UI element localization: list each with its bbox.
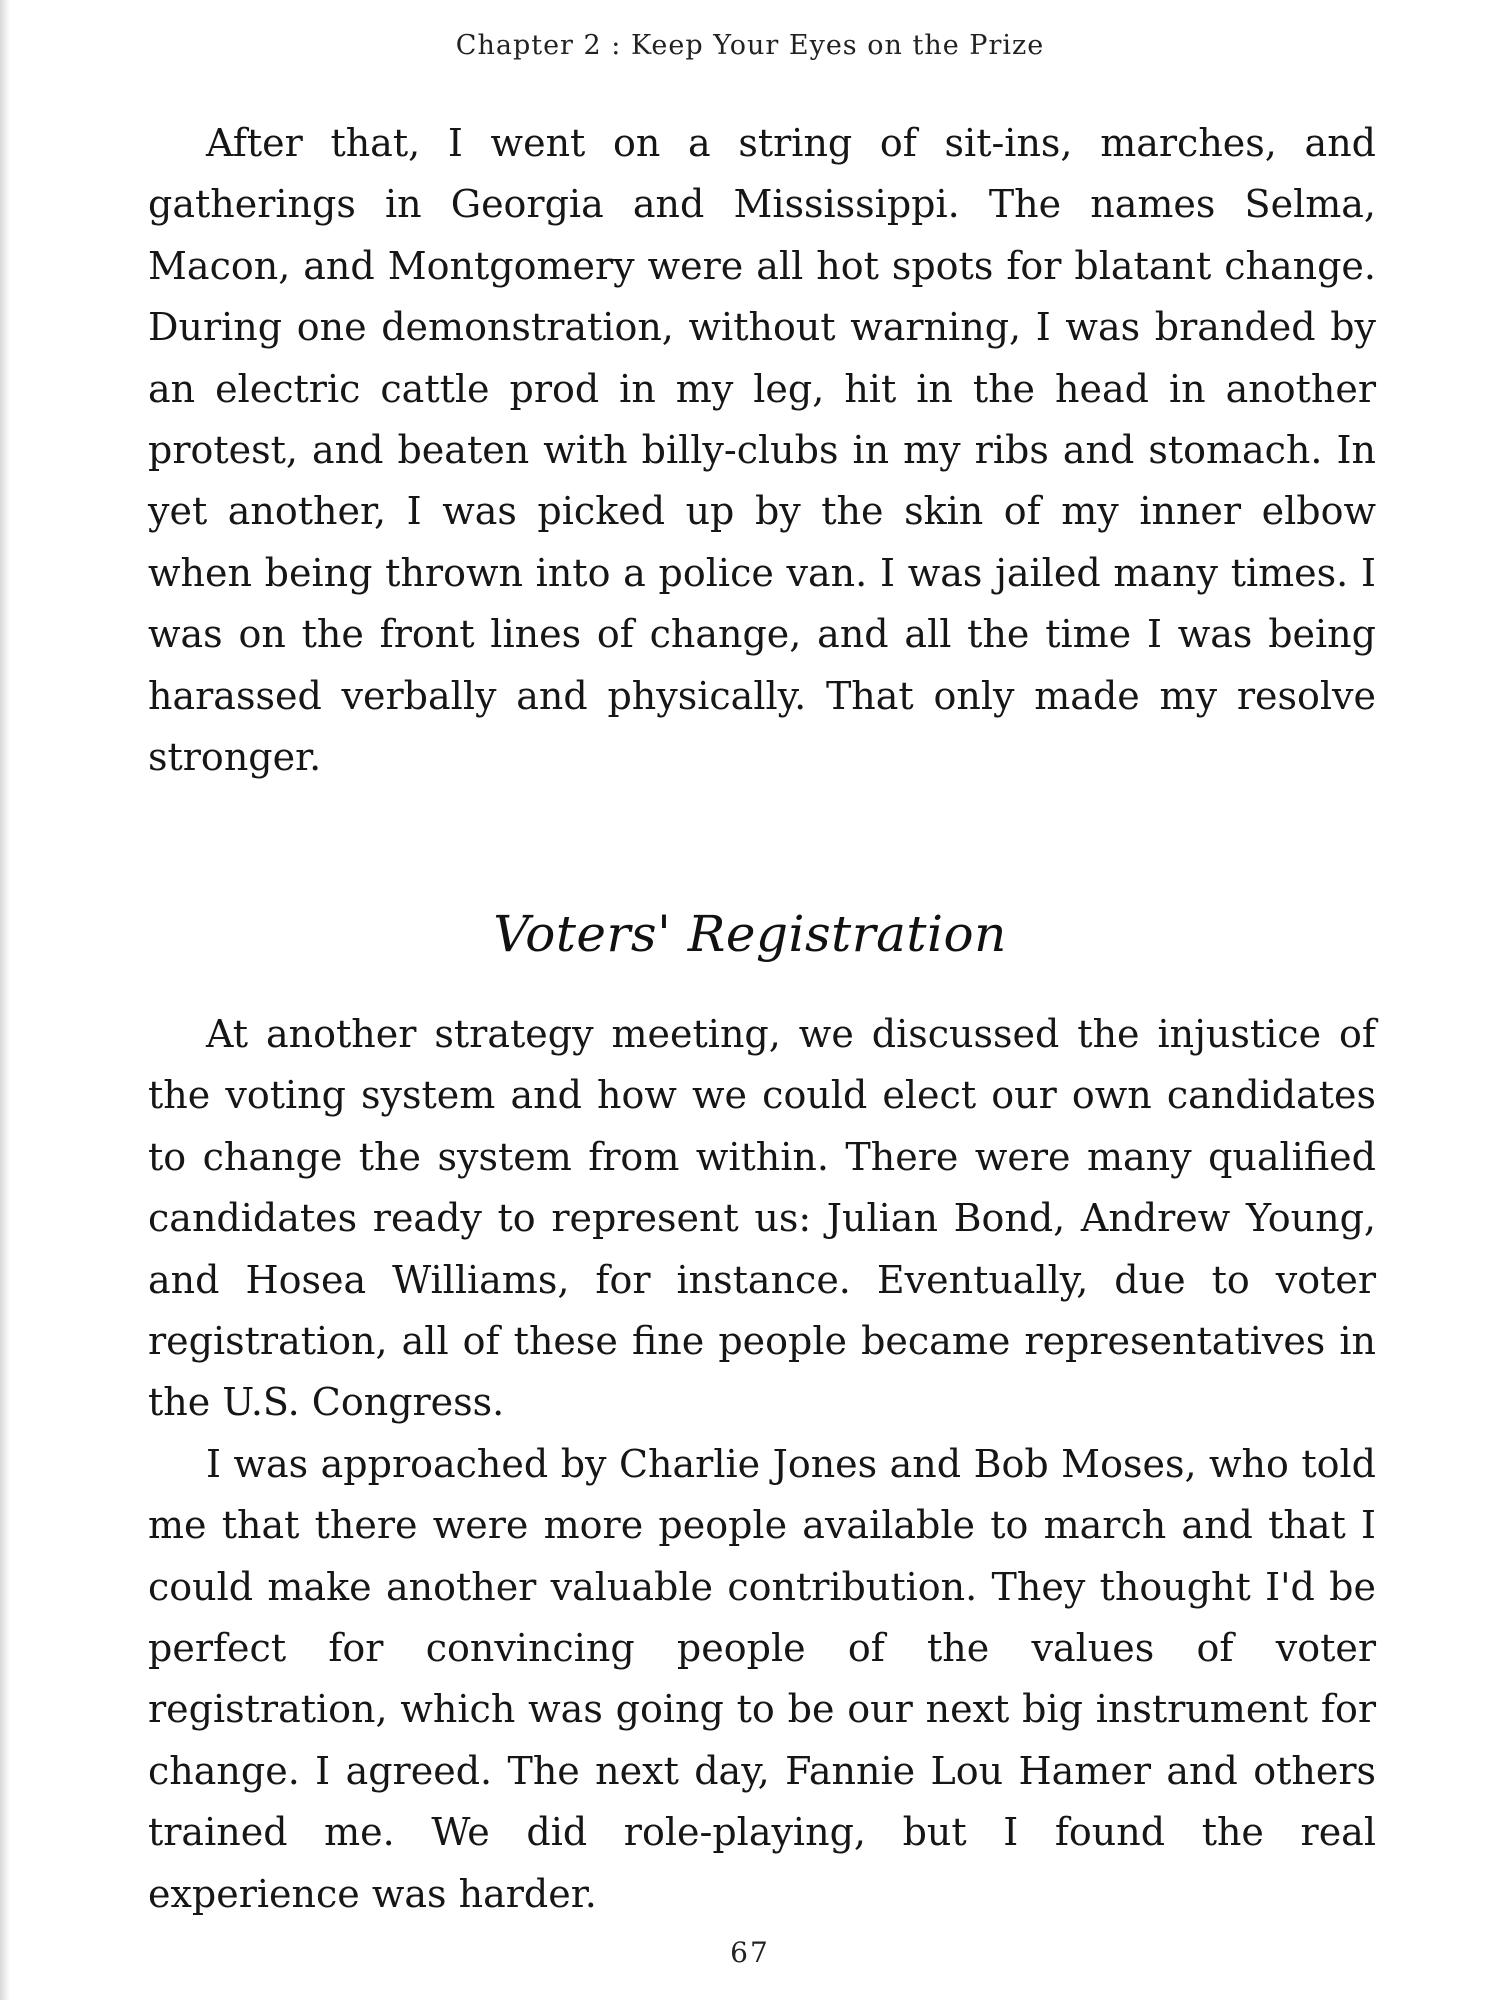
- paragraph-2: At another strategy meeting, we discussed the injustice of the voting system and how we could elect our own candidates to change the system from within. There were many qualified candidates ready to represent us: Julian Bond, Andrew Young, and Hosea Williams, for instance. Eventually, due to voter registration, all of these fine people became representatives in the U.S. Congress.: [148, 1012, 1376, 1425]
- page-number: 67: [730, 1936, 770, 1969]
- body-text-section-1: [148, 113, 1376, 788]
- section-heading: Voters' Registration: [493, 905, 1007, 963]
- scan-edge-shadow: [0, 0, 10, 2000]
- body-text-section-2: [148, 1004, 1376, 1925]
- running-header: Chapter 2 : Keep Your Eyes on the Prize: [455, 30, 1045, 61]
- paragraph-3: I was approached by Charlie Jones and Bob Moses, who told me that there were more people available to march and that I could make another valuable contribution. They thought I'd be perfect for convincing people of the values of voter registration, which was going to be our next big instrument for change. I agreed. The next day, Fannie Lou Hamer and others trained me. We did role-playing, but I found the real experience was harder.: [148, 1441, 1376, 1916]
- paragraph-1: After that, I went on a string of sit-ins, marches, and gatherings in Georgia and Mississippi. The names Selma, Macon, and Montgomery were all hot spots for blatant change. During one demonstration, without warning, I was branded by an electric cattle prod in my leg, hit in the head in another protest, and beaten with billy-clubs in my ribs and stomach. In yet another, I was picked up by the skin of my inner elbow when being thrown into a police van. I was jailed many times. I was on the front lines of change, and all the time I was being harassed verbally and physically. That only made my resolve stronger.: [148, 121, 1376, 780]
